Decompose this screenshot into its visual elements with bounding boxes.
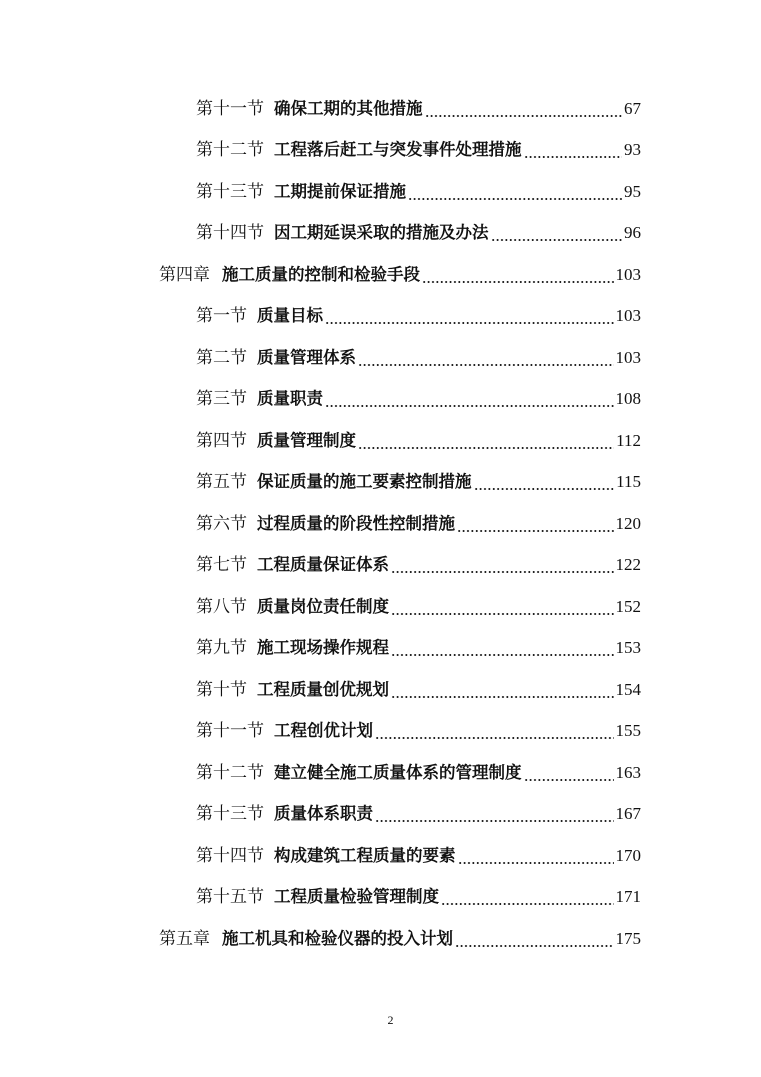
toc-entry-label: 第六节 [196,513,247,534]
toc-entry-label: 第二节 [196,347,247,368]
toc-entry-page: 103 [615,264,641,284]
toc-entry-title: 构成建筑工程质量的要素 [274,845,456,865]
toc-chapter-entry[interactable] [0,918,641,960]
toc-entry-page: 170 [615,845,641,865]
dot-leader [391,557,614,573]
toc-entry-label: 第九节 [196,638,247,659]
toc-entry-label: 第十四节 [196,845,264,866]
dot-leader [458,848,614,864]
toc-entry-label: 第十二节 [196,762,264,783]
dot-leader [422,267,614,283]
toc-entry[interactable] [0,503,641,545]
toc-entry-page: 171 [615,887,641,907]
dot-leader [375,806,614,822]
dot-leader [425,101,623,117]
toc-entry-label: 第八节 [196,596,247,617]
dot-leader [375,723,614,739]
toc-entry-title: 质量管理体系 [257,347,356,367]
toc-entry[interactable] [0,88,641,130]
toc-entry-page: 96 [624,223,641,243]
toc-entry[interactable] [0,296,641,338]
toc-entry-label: 第七节 [196,555,247,576]
toc-entry[interactable] [0,628,641,670]
toc-entry-label: 第十三节 [196,181,264,202]
toc-entry-label: 第十三节 [196,804,264,825]
toc-entry-page: 153 [615,638,641,658]
toc-entry-title: 保证质量的施工要素控制措施 [257,472,472,492]
toc-entry-label: 第十四节 [196,223,264,244]
toc-entry-page: 115 [616,472,641,492]
toc-entry-page: 122 [615,555,641,575]
toc-entry-title: 质量岗位责任制度 [257,596,389,616]
toc-entry-label: 第十一节 [196,98,264,119]
toc-entry[interactable] [0,213,641,255]
toc-entry-label: 第十五节 [196,887,264,908]
toc-entry-page: 103 [615,306,641,326]
toc-entry-page: 155 [615,721,641,741]
toc-entry-page: 120 [615,513,641,533]
toc-entry-title: 工程质量创优规划 [257,679,389,699]
toc-entry-title: 工程质量保证体系 [257,555,389,575]
dot-leader [391,599,614,615]
toc-entry-page: 154 [615,679,641,699]
dot-leader [391,640,614,656]
toc-entry-page: 167 [615,804,641,824]
toc-entry-title: 施工质量的控制和检验手段 [222,264,420,284]
toc-entry[interactable] [0,420,641,462]
toc-entry-title: 工程质量检验管理制度 [274,887,439,907]
dot-leader [474,474,615,490]
dot-leader [391,682,614,698]
toc-entry-label: 第一节 [196,306,247,327]
toc-entry-page: 152 [615,596,641,616]
toc-entry-page: 103 [615,347,641,367]
dot-leader [524,765,614,781]
toc-entry-page: 67 [624,98,641,118]
toc-entry[interactable] [0,545,641,587]
toc-entry[interactable] [0,462,641,504]
toc-entry-title: 工程落后赶工与突发事件处理措施 [274,140,522,160]
toc-entry[interactable] [0,586,641,628]
toc-entry[interactable] [0,752,641,794]
dot-leader [325,391,614,407]
toc-entry-page: 93 [624,140,641,160]
toc-entry-page: 175 [615,928,641,948]
toc-entry-title: 质量体系职责 [274,804,373,824]
toc-entry-title: 质量管理制度 [257,430,356,450]
dot-leader [457,516,614,532]
dot-leader [455,931,614,947]
toc-entry-title: 过程质量的阶段性控制措施 [257,513,455,533]
table-of-contents [0,88,761,960]
toc-entry-title: 施工机具和检验仪器的投入计划 [222,928,453,948]
toc-entry-page: 108 [615,389,641,409]
toc-entry-page: 163 [615,762,641,782]
page-number: 2 [387,1013,394,1027]
toc-entry-title: 建立健全施工质量体系的管理制度 [274,762,522,782]
toc-entry-title: 质量职责 [257,389,323,409]
dot-leader [325,308,614,324]
toc-entry-title: 工期提前保证措施 [274,181,406,201]
toc-entry-title: 确保工期的其他措施 [274,98,423,118]
toc-chapter-entry[interactable] [0,254,641,296]
toc-entry[interactable] [0,379,641,421]
toc-entry-label: 第五节 [196,472,247,493]
dot-leader [441,889,614,905]
toc-entry-title: 工程创优计划 [274,721,373,741]
toc-entry-label: 第五章 [159,928,210,949]
dot-leader [524,142,623,158]
toc-entry[interactable] [0,130,641,172]
toc-entry-title: 因工期延误采取的措施及办法 [274,223,489,243]
toc-entry-label: 第十二节 [196,140,264,161]
toc-entry[interactable] [0,669,641,711]
toc-entry-label: 第三节 [196,389,247,410]
dot-leader [408,184,622,200]
dot-leader [358,350,614,366]
toc-entry-title: 质量目标 [257,306,323,326]
toc-entry-label: 第十节 [196,679,247,700]
toc-entry[interactable] [0,711,641,753]
dot-leader [491,225,623,241]
toc-entry-label: 第四节 [196,430,247,451]
toc-entry[interactable] [0,835,641,877]
toc-entry-label: 第四章 [159,264,210,285]
toc-entry-label: 第十一节 [196,721,264,742]
toc-entry[interactable] [0,337,641,379]
toc-entry-title: 施工现场操作规程 [257,638,389,658]
toc-entry-page: 95 [624,181,641,201]
toc-entry[interactable] [0,794,641,836]
toc-entry[interactable] [0,877,641,919]
toc-entry-page: 112 [616,430,641,450]
dot-leader [358,433,614,449]
toc-entry[interactable] [0,171,641,213]
